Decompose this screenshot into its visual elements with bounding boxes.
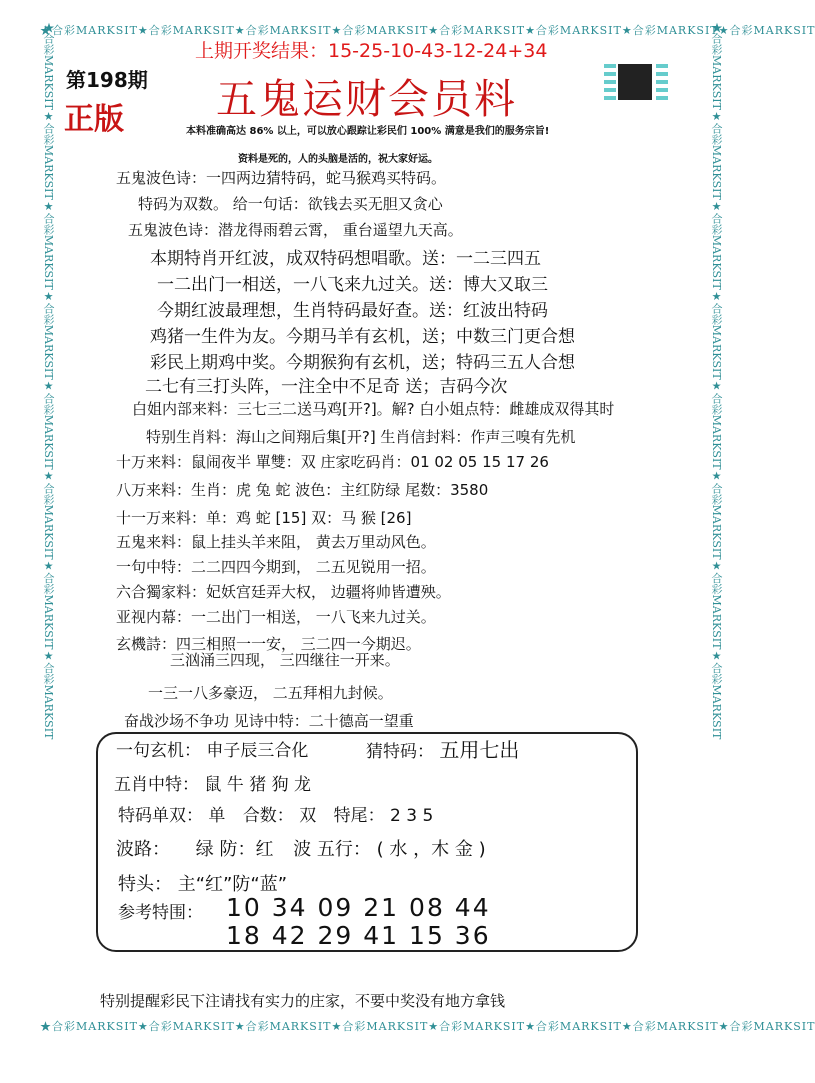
text-line: 本期特肖开红波，成双特码想唱歌。送：一二三四五 <box>150 249 541 269</box>
text-line: 五鬼波色诗：一四两边猜特码，蛇马猴鸡买特码。 <box>116 169 447 187</box>
text-line: 亚视内幕：一二出门一相送， 一八飞来九过关。 <box>116 608 436 626</box>
wave-row <box>116 835 486 861</box>
text-line: 白姐内部来料：三七三二送马鸡[开?]。解? 白小姐点特：雌雄成双得其时 <box>132 400 615 418</box>
ref-numbers-row2: 18 42 29 41 15 36 <box>226 921 491 950</box>
text-line: 一二出门一相送，一八飞来九过关。送：博大又取三 <box>157 275 548 295</box>
five-value: 鼠 牛 猪 狗 龙 <box>204 775 312 795</box>
text-line: 二七有三打头阵，一注全中不足奇 送；吉码今次 <box>145 377 508 397</box>
ref-label: 参考特围： <box>118 903 203 923</box>
right-border-text: ★合彩MARKSIT★合彩MARKSIT★合彩MARKSIT★合彩MARKSIT★合彩MARKSIT★合彩MARKSIT★合彩MARKSIT★合彩MARKSIT <box>710 22 723 740</box>
bottom-border-text: ★合彩MARKSIT★合彩MARKSIT★合彩MARKSIT★合彩MARKSIT★合彩MARKSIT★合彩MARKSIT★合彩MARKSIT★合彩MARKSIT <box>40 1020 815 1033</box>
text-line: 奋战沙场不争功 见诗中特：二十德高一望重 <box>124 712 414 730</box>
text-line: 十万来料：鼠闹夜半 單雙：双 庄家吃码肖：01 02 05 15 17 26 <box>116 453 549 471</box>
accuracy-note: 本料准确高达 86% 以上，可以放心跟踪让彩民们 100% 满意是我们的服务宗旨! <box>186 126 550 137</box>
parity-row <box>118 801 433 826</box>
footer-reminder: 特别提醒彩民下注请找有实力的庄家，不要中奖没有地方拿钱 <box>100 992 506 1010</box>
left-border-text: ★合彩MARKSIT★合彩MARKSIT★合彩MARKSIT★合彩MARKSIT★合彩MARKSIT★合彩MARKSIT★合彩MARKSIT★合彩MARKSIT <box>42 22 55 740</box>
last-draw-result: 上期开奖结果：15-25-10-43-12-24+34 <box>195 40 548 62</box>
sum-label: 合数： <box>242 806 294 826</box>
tail-value: 2 3 5 <box>390 806 434 826</box>
head-value: 主“红”防“蓝” <box>177 874 288 895</box>
qr-code-icon <box>604 62 668 102</box>
wuxing-label: 波 五行： <box>293 839 371 860</box>
wuxing-value: ( 水 ，木 金 ) <box>376 839 486 860</box>
riddle-value: 申子辰三合化 <box>206 741 309 761</box>
text-line: 特码为双数。 给一句话：欲钱去买无胆又贪心 <box>138 195 443 213</box>
parity-label: 特码单双： <box>118 806 203 826</box>
luck-note: 资料是死的，人的头脑是活的，祝大家好运。 <box>238 154 438 165</box>
issue-number: 第198期 <box>66 68 148 92</box>
text-line: 玄機詩：四三相照一一安， 三二四一今期迟。 <box>116 635 421 653</box>
sum-value: 双 <box>299 806 317 826</box>
text-line: 五鬼波色诗：潜龙得雨碧云霄， 重台遥望九天高。 <box>128 221 463 239</box>
tail-label: 特尾： <box>333 806 385 826</box>
edition-label: 正版 <box>64 102 124 137</box>
text-line: 鸡猪一生件为友。今期马羊有玄机，送；中数三门更合想 <box>150 327 575 347</box>
parity-value: 单 <box>208 806 226 826</box>
five-zodiac-row <box>114 770 311 795</box>
text-line: 三汹涌三四现， 三四继往一开来。 <box>170 651 400 669</box>
page-title: 五鬼运财会员料 <box>216 75 517 123</box>
ref-numbers-row1: 10 34 09 21 08 44 <box>226 893 491 922</box>
text-line: 特别生肖料：海山之间翔后集[开?] 生肖信封料：作声三嗅有先机 <box>146 428 576 446</box>
riddle-label: 一句玄机： <box>116 741 201 761</box>
top-border-text: ★合彩MARKSIT★合彩MARKSIT★合彩MARKSIT★合彩MARKSIT★合彩MARKSIT★合彩MARKSIT★合彩MARKSIT★合彩MARKSIT <box>40 24 815 37</box>
head-label: 特头： <box>118 874 172 895</box>
text-line: 八万来料：生肖：虎 兔 蛇 波色：主红防绿 尾数：3580 <box>116 481 489 499</box>
text-line: 一三一八多豪迈， 二五拜相九封候。 <box>148 684 393 702</box>
guess-label: 猜特码： <box>366 742 434 762</box>
wave-label: 波路： <box>116 839 170 860</box>
guess-row <box>366 734 519 763</box>
text-line: 今期红波最理想，生肖特码最好查。送：红波出特码 <box>157 301 548 321</box>
five-label: 五肖中特： <box>114 775 199 795</box>
riddle-row <box>116 736 308 761</box>
text-line: 五鬼来料：鼠上挂头羊来阻， 黄去万里动风色。 <box>116 533 436 551</box>
guess-value: 五用七出 <box>439 738 520 762</box>
text-line: 六合獨家料：妃妖宫廷弄大权， 边疆将帅皆遭殃。 <box>116 583 451 601</box>
text-line: 一句中特：二二四四今期到， 二五见锐用一招。 <box>116 558 436 576</box>
text-line: 彩民上期鸡中奖。今期猴狗有玄机，送；特码三五人合想 <box>150 353 575 373</box>
wave-value: 绿 防：红 <box>195 839 274 860</box>
text-line: 十一万来料：单：鸡 蛇 [15] 双：马 猴 [26] <box>116 509 412 527</box>
